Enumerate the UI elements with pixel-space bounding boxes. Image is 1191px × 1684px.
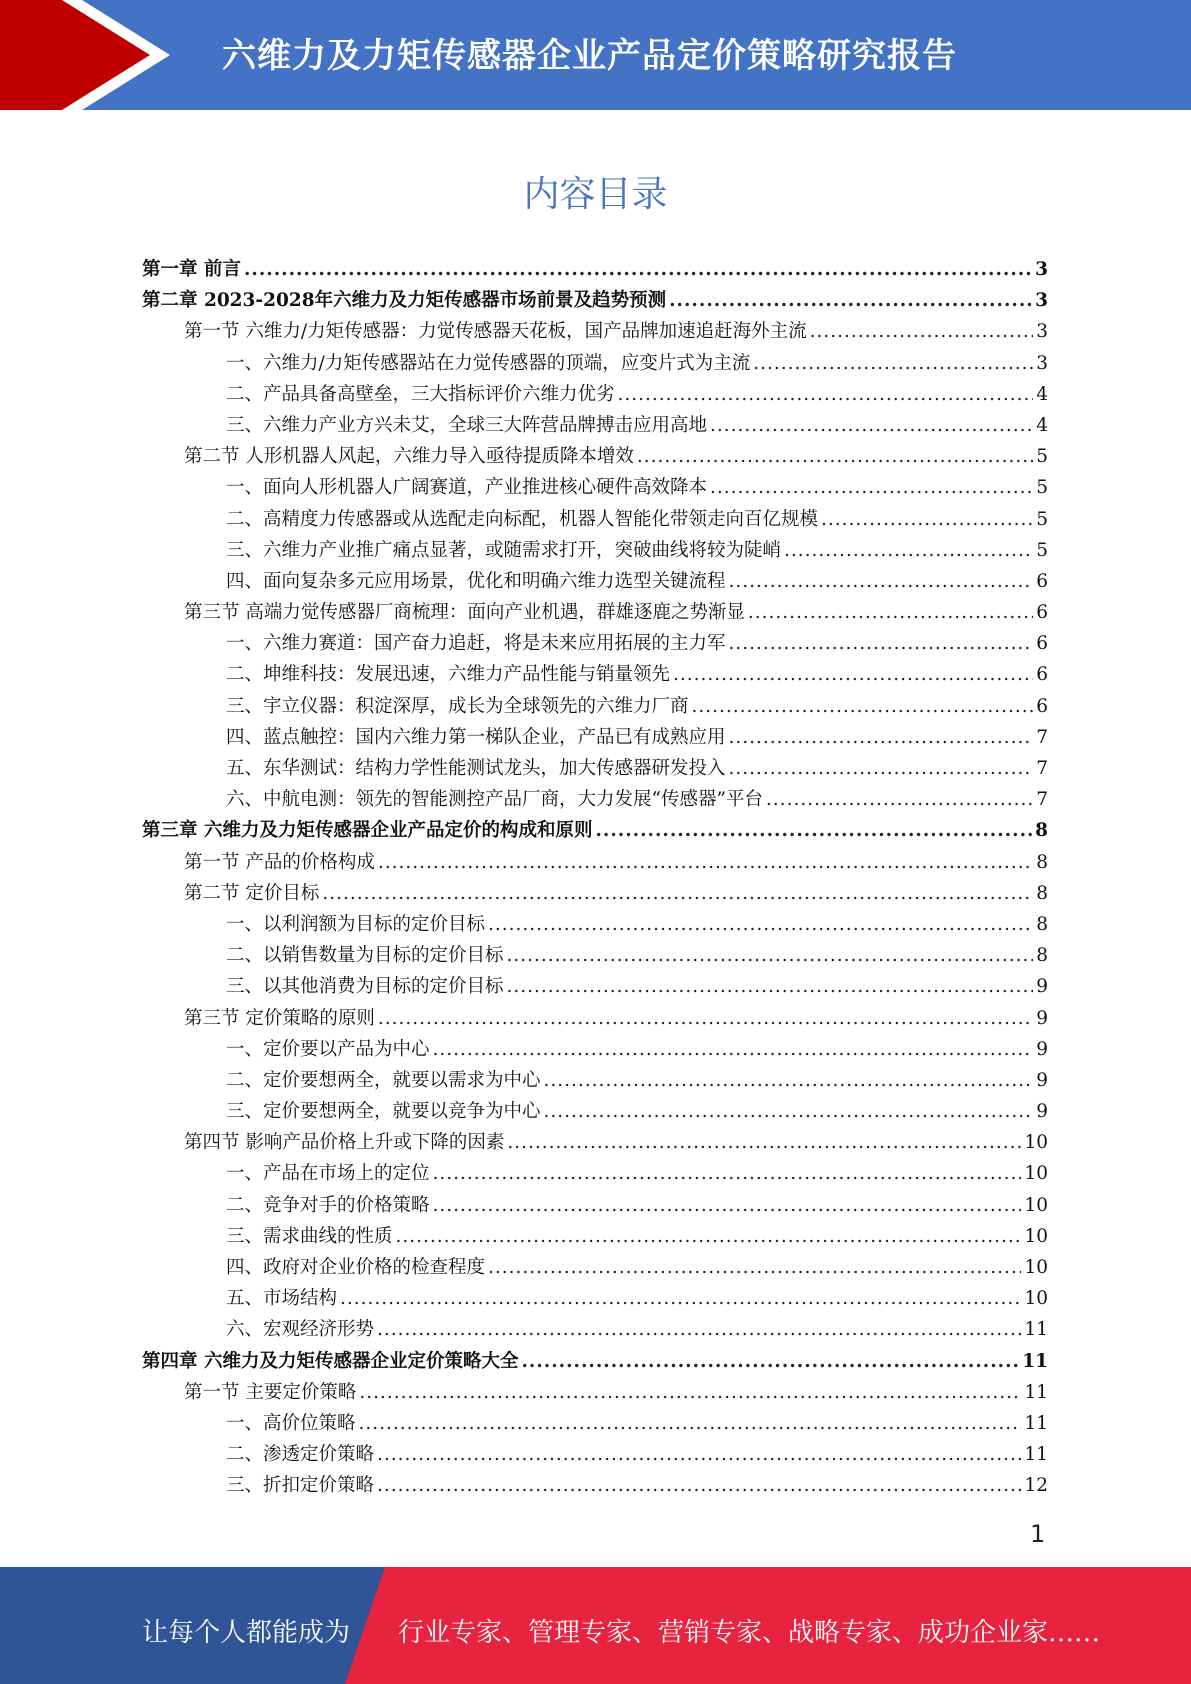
toc-entry-page: 10 — [1024, 1194, 1048, 1216]
toc-entry-title: 一、面向人形机器人广阔赛道，产业推进核心硬件高效降本 — [226, 477, 708, 499]
toc-entry-title: 一、产品在市场上的定位 — [226, 1163, 430, 1185]
report-header-banner — [0, 0, 1191, 110]
toc-entry-title: 第一节 主要定价策略 — [184, 1381, 357, 1403]
toc-entry-level-3[interactable] — [142, 971, 1048, 1002]
toc-entry-level-3[interactable] — [142, 909, 1048, 940]
toc-entry-level-2[interactable] — [142, 847, 1048, 878]
toc-entry-page: 9 — [1036, 1069, 1048, 1091]
toc-entry-level-3[interactable] — [142, 1158, 1048, 1189]
toc-entry-level-3[interactable] — [142, 1096, 1048, 1127]
toc-entry-page: 8 — [1036, 945, 1048, 967]
toc-dot-leader — [244, 254, 1032, 285]
toc-dot-leader — [784, 535, 1033, 566]
toc-entry-page: 11 — [1024, 1412, 1048, 1434]
toc-dot-leader — [753, 348, 1033, 379]
toc-entry-title: 五、东华测试：结构力学性能测试龙头，加大传感器研发投入 — [226, 758, 726, 779]
toc-entry-title: 三、宇立仪器：积淀深厚，成长为全球领先的六维力厂商 — [226, 695, 689, 717]
toc-entry-level-2[interactable] — [142, 316, 1048, 347]
toc-heading: 内容目录 — [523, 174, 668, 215]
toc-entry-page: 3 — [1035, 259, 1048, 280]
toc-entry-level-3[interactable] — [142, 1470, 1048, 1501]
toc-entry-title: 三、六维力产业方兴未艾，全球三大阵营品牌搏击应用高地 — [226, 414, 708, 436]
toc-dot-leader — [748, 597, 1033, 628]
toc-entry-page: 3 — [1036, 352, 1048, 374]
toc-dot-leader — [377, 1470, 1021, 1501]
toc-entry-page: 6 — [1036, 602, 1048, 624]
toc-entry-page: 11 — [1024, 1319, 1048, 1341]
toc-entry-level-3[interactable] — [142, 1221, 1048, 1252]
toc-entry-title: 第三章 六维力及力矩传感器企业产品定价的构成和原则 — [142, 820, 593, 842]
toc-entry-title: 三、六维力产业推广痛点显著，或随需求打开，突破曲线将较为陡峭 — [226, 539, 782, 561]
toc-dot-leader — [433, 1034, 1034, 1065]
toc-entry-title: 三、定价要想两全，就要以竞争为中心 — [226, 1101, 541, 1123]
footer-banner — [0, 1567, 1191, 1684]
toc-entry-title: 第一章 前言 — [142, 259, 241, 280]
toc-dot-leader — [710, 410, 1033, 441]
toc-entry-page: 9 — [1036, 1101, 1048, 1123]
toc-entry-page: 6 — [1036, 570, 1048, 592]
toc-entry-level-1[interactable] — [142, 285, 1048, 316]
toc-entry-level-2[interactable] — [142, 1127, 1048, 1158]
toc-entry-level-2[interactable] — [142, 1003, 1048, 1034]
toc-dot-leader — [673, 659, 1033, 690]
toc-entry-level-1[interactable] — [142, 815, 1048, 846]
toc-dot-leader — [544, 1096, 1034, 1127]
toc-dot-leader — [488, 1252, 1021, 1283]
toc-entry-page: 5 — [1036, 508, 1048, 530]
toc-dot-leader — [766, 784, 1033, 815]
toc-entry-title: 第二节 人形机器人风起，六维力导入亟待提质降本增效 — [184, 446, 634, 468]
toc-entry-title: 五、市场结构 — [226, 1288, 338, 1310]
toc-entry-title: 四、蓝点触控：国内六维力第一梯队企业，产品已有成熟应用 — [226, 726, 726, 748]
toc-entry-level-3[interactable] — [142, 535, 1048, 566]
toc-entry-level-3[interactable] — [142, 691, 1048, 722]
toc-entry-title: 一、高价位策略 — [226, 1412, 356, 1434]
toc-entry-page: 9 — [1036, 976, 1048, 998]
toc-entry-level-3[interactable] — [142, 566, 1048, 597]
toc-entry-page: 10 — [1024, 1257, 1048, 1278]
toc-entry-level-3[interactable] — [142, 753, 1048, 784]
toc-entry-page: 8 — [1036, 882, 1048, 904]
toc-entry-page: 8 — [1035, 820, 1048, 842]
toc-dot-leader — [544, 1065, 1034, 1096]
toc-entry-title: 第四章 六维力及力矩传感器企业定价策略大全 — [142, 1350, 519, 1372]
toc-entry-page: 5 — [1036, 446, 1048, 468]
toc-entry-level-3[interactable] — [142, 348, 1048, 379]
toc-entry-page: 8 — [1036, 851, 1048, 873]
toc-entry-level-3[interactable] — [142, 1439, 1048, 1470]
toc-dot-leader — [729, 722, 1034, 753]
toc-entry-title: 第三节 高端力觉传感器厂商梳理：面向产业机遇，群雄逐鹿之势渐显 — [184, 602, 745, 624]
toc-entry-level-3[interactable] — [142, 504, 1048, 535]
toc-entry-level-2[interactable] — [142, 597, 1048, 628]
toc-entry-level-3[interactable] — [142, 722, 1048, 753]
toc-entry-page: 11 — [1024, 1444, 1048, 1466]
toc-dot-leader — [618, 379, 1034, 410]
toc-entry-level-3[interactable] — [142, 784, 1048, 815]
toc-entry-page: 10 — [1024, 1132, 1048, 1154]
toc-entry-page: 9 — [1036, 1007, 1048, 1029]
toc-dot-leader — [729, 566, 1034, 597]
toc-dot-leader — [729, 628, 1034, 659]
toc-dot-leader — [378, 1003, 1033, 1034]
toc-entry-title: 六、宏观经济形势 — [226, 1319, 375, 1341]
toc-entry-page: 7 — [1036, 726, 1048, 748]
toc-dot-leader — [821, 504, 1033, 535]
toc-entry-title: 二、坤维科技：发展迅速，六维力产品性能与销量领先 — [226, 664, 671, 686]
toc-entry-level-3[interactable] — [142, 1065, 1048, 1096]
toc-entry-title: 一、定价要以产品为中心 — [226, 1038, 430, 1060]
toc-dot-leader — [377, 1314, 1021, 1345]
toc-dot-leader — [507, 1127, 1021, 1158]
toc-entry-title: 三、折扣定价策略 — [226, 1475, 375, 1497]
toc-dot-leader — [669, 285, 1032, 316]
toc-entry-page: 5 — [1036, 539, 1048, 561]
report-title: 六维力及力矩传感器企业产品定价策略研究报告 — [222, 36, 957, 76]
toc-entry-title: 二、渗透定价策略 — [226, 1444, 375, 1466]
toc-dot-leader — [340, 1283, 1021, 1314]
toc-entry-page: 11 — [1022, 1350, 1048, 1372]
toc-entry-level-3[interactable] — [142, 659, 1048, 690]
toc-entry-level-3[interactable] — [142, 628, 1048, 659]
toc-entry-title: 一、六维力/力矩传感器站在力觉传感器的顶端，应变片式为主流 — [226, 352, 751, 374]
toc-entry-title: 二、以销售数量为目标的定价目标 — [226, 945, 504, 967]
toc-entry-level-3[interactable] — [142, 1190, 1048, 1221]
toc-dot-leader — [595, 815, 1032, 846]
toc-dot-leader — [729, 753, 1034, 784]
toc-dot-leader — [637, 441, 1033, 472]
page-number: 1 — [1030, 1520, 1046, 1548]
toc-entry-level-3[interactable] — [142, 1408, 1048, 1439]
toc-entry-page: 5 — [1036, 477, 1048, 499]
toc-entry-title: 三、需求曲线的性质 — [226, 1225, 393, 1247]
footer-slogan-right: 行业专家、管理专家、营销专家、战略专家、成功企业家…… — [398, 1618, 1101, 1648]
toc-entry-level-3[interactable] — [142, 1034, 1048, 1065]
toc-dot-leader — [359, 1408, 1022, 1439]
toc-entry-level-3[interactable] — [142, 472, 1048, 503]
toc-dot-leader — [488, 909, 1033, 940]
toc-entry-level-3[interactable] — [142, 1283, 1048, 1314]
toc-entry-level-3[interactable] — [142, 410, 1048, 441]
toc-entry-level-3[interactable] — [142, 1314, 1048, 1345]
toc-dot-leader — [377, 1439, 1021, 1470]
toc-entry-page: 10 — [1024, 1163, 1048, 1185]
toc-entry-level-3[interactable] — [142, 1252, 1048, 1283]
footer-slogan-left: 让每个人都能成为 — [142, 1618, 351, 1648]
toc-dot-leader — [359, 1377, 1021, 1408]
toc-dot-leader — [521, 1346, 1019, 1377]
toc-entry-title: 三、以其他消费为目标的定价目标 — [226, 976, 504, 998]
toc-dot-leader — [433, 1190, 1022, 1221]
toc-dot-leader — [378, 847, 1033, 878]
toc-entry-page: 3 — [1035, 290, 1048, 312]
toc-entry-level-1[interactable] — [142, 1346, 1048, 1377]
toc-dot-leader — [322, 878, 1033, 909]
toc-dot-leader — [710, 472, 1033, 503]
toc-entry-title: 二、产品具备高壁垒，三大指标评价六维力优劣 — [226, 383, 615, 405]
toc-dot-leader — [507, 940, 1034, 971]
toc-entry-page: 7 — [1036, 758, 1048, 779]
toc-dot-leader — [692, 691, 1034, 722]
toc-entry-page: 6 — [1036, 664, 1048, 686]
toc-entry-level-3[interactable] — [142, 940, 1048, 971]
toc-entry-level-1[interactable] — [142, 254, 1048, 285]
toc-dot-leader — [507, 971, 1034, 1002]
toc-entry-page: 9 — [1036, 1038, 1048, 1060]
toc-entry-page: 7 — [1036, 789, 1048, 811]
toc-entry-title: 第四节 影响产品价格上升或下降的因素 — [184, 1132, 505, 1154]
toc-entry-title: 一、六维力赛道：国产奋力追赶，将是未来应用拓展的主力军 — [226, 633, 726, 655]
toc-dot-leader — [433, 1158, 1022, 1189]
toc-entry-page: 3 — [1036, 321, 1048, 343]
toc-entry-title: 四、政府对企业价格的检查程度 — [226, 1257, 486, 1278]
toc-entry-title: 第三节 定价策略的原则 — [184, 1007, 375, 1029]
toc-entry-title: 四、面向复杂多元应用场景，优化和明确六维力选型关键流程 — [226, 570, 726, 592]
toc-entry-page: 10 — [1024, 1288, 1048, 1310]
toc-entry-level-3[interactable] — [142, 379, 1048, 410]
toc-entry-level-2[interactable] — [142, 878, 1048, 909]
toc-dot-leader — [810, 316, 1034, 347]
toc-entry-page: 6 — [1036, 633, 1048, 655]
toc-entry-level-2[interactable] — [142, 1377, 1048, 1408]
toc-entry-page: 4 — [1036, 383, 1048, 405]
toc-entry-page: 8 — [1036, 913, 1048, 935]
toc-entry-page: 10 — [1024, 1225, 1048, 1247]
toc-entry-title: 一、以利润额为目标的定价目标 — [226, 913, 486, 935]
toc-entry-title: 二、定价要想两全，就要以需求为中心 — [226, 1069, 541, 1091]
toc-entry-title: 二、高精度力传感器或从选配走向标配，机器人智能化带领走向百亿规模 — [226, 508, 819, 530]
toc-entry-title: 第二章 2023-2028年六维力及力矩传感器市场前景及趋势预测 — [142, 290, 667, 312]
toc-entry-title: 第一节 六维力/力矩传感器：力觉传感器天花板，国产品牌加速追赶海外主流 — [184, 321, 807, 343]
toc-entry-page: 6 — [1036, 695, 1048, 717]
toc-dot-leader — [396, 1221, 1022, 1252]
toc-entry-page: 4 — [1036, 414, 1048, 436]
table-of-contents — [142, 254, 1048, 1502]
toc-entry-title: 二、竞争对手的价格策略 — [226, 1194, 430, 1216]
toc-entry-title: 第一节 产品的价格构成 — [184, 851, 375, 873]
toc-entry-page: 12 — [1024, 1475, 1048, 1497]
toc-entry-level-2[interactable] — [142, 441, 1048, 472]
toc-entry-title: 六、中航电测：领先的智能测控产品厂商，大力发展“传感器”平台 — [226, 789, 763, 811]
toc-entry-title: 第二节 定价目标 — [184, 882, 320, 904]
toc-entry-page: 11 — [1024, 1381, 1048, 1403]
